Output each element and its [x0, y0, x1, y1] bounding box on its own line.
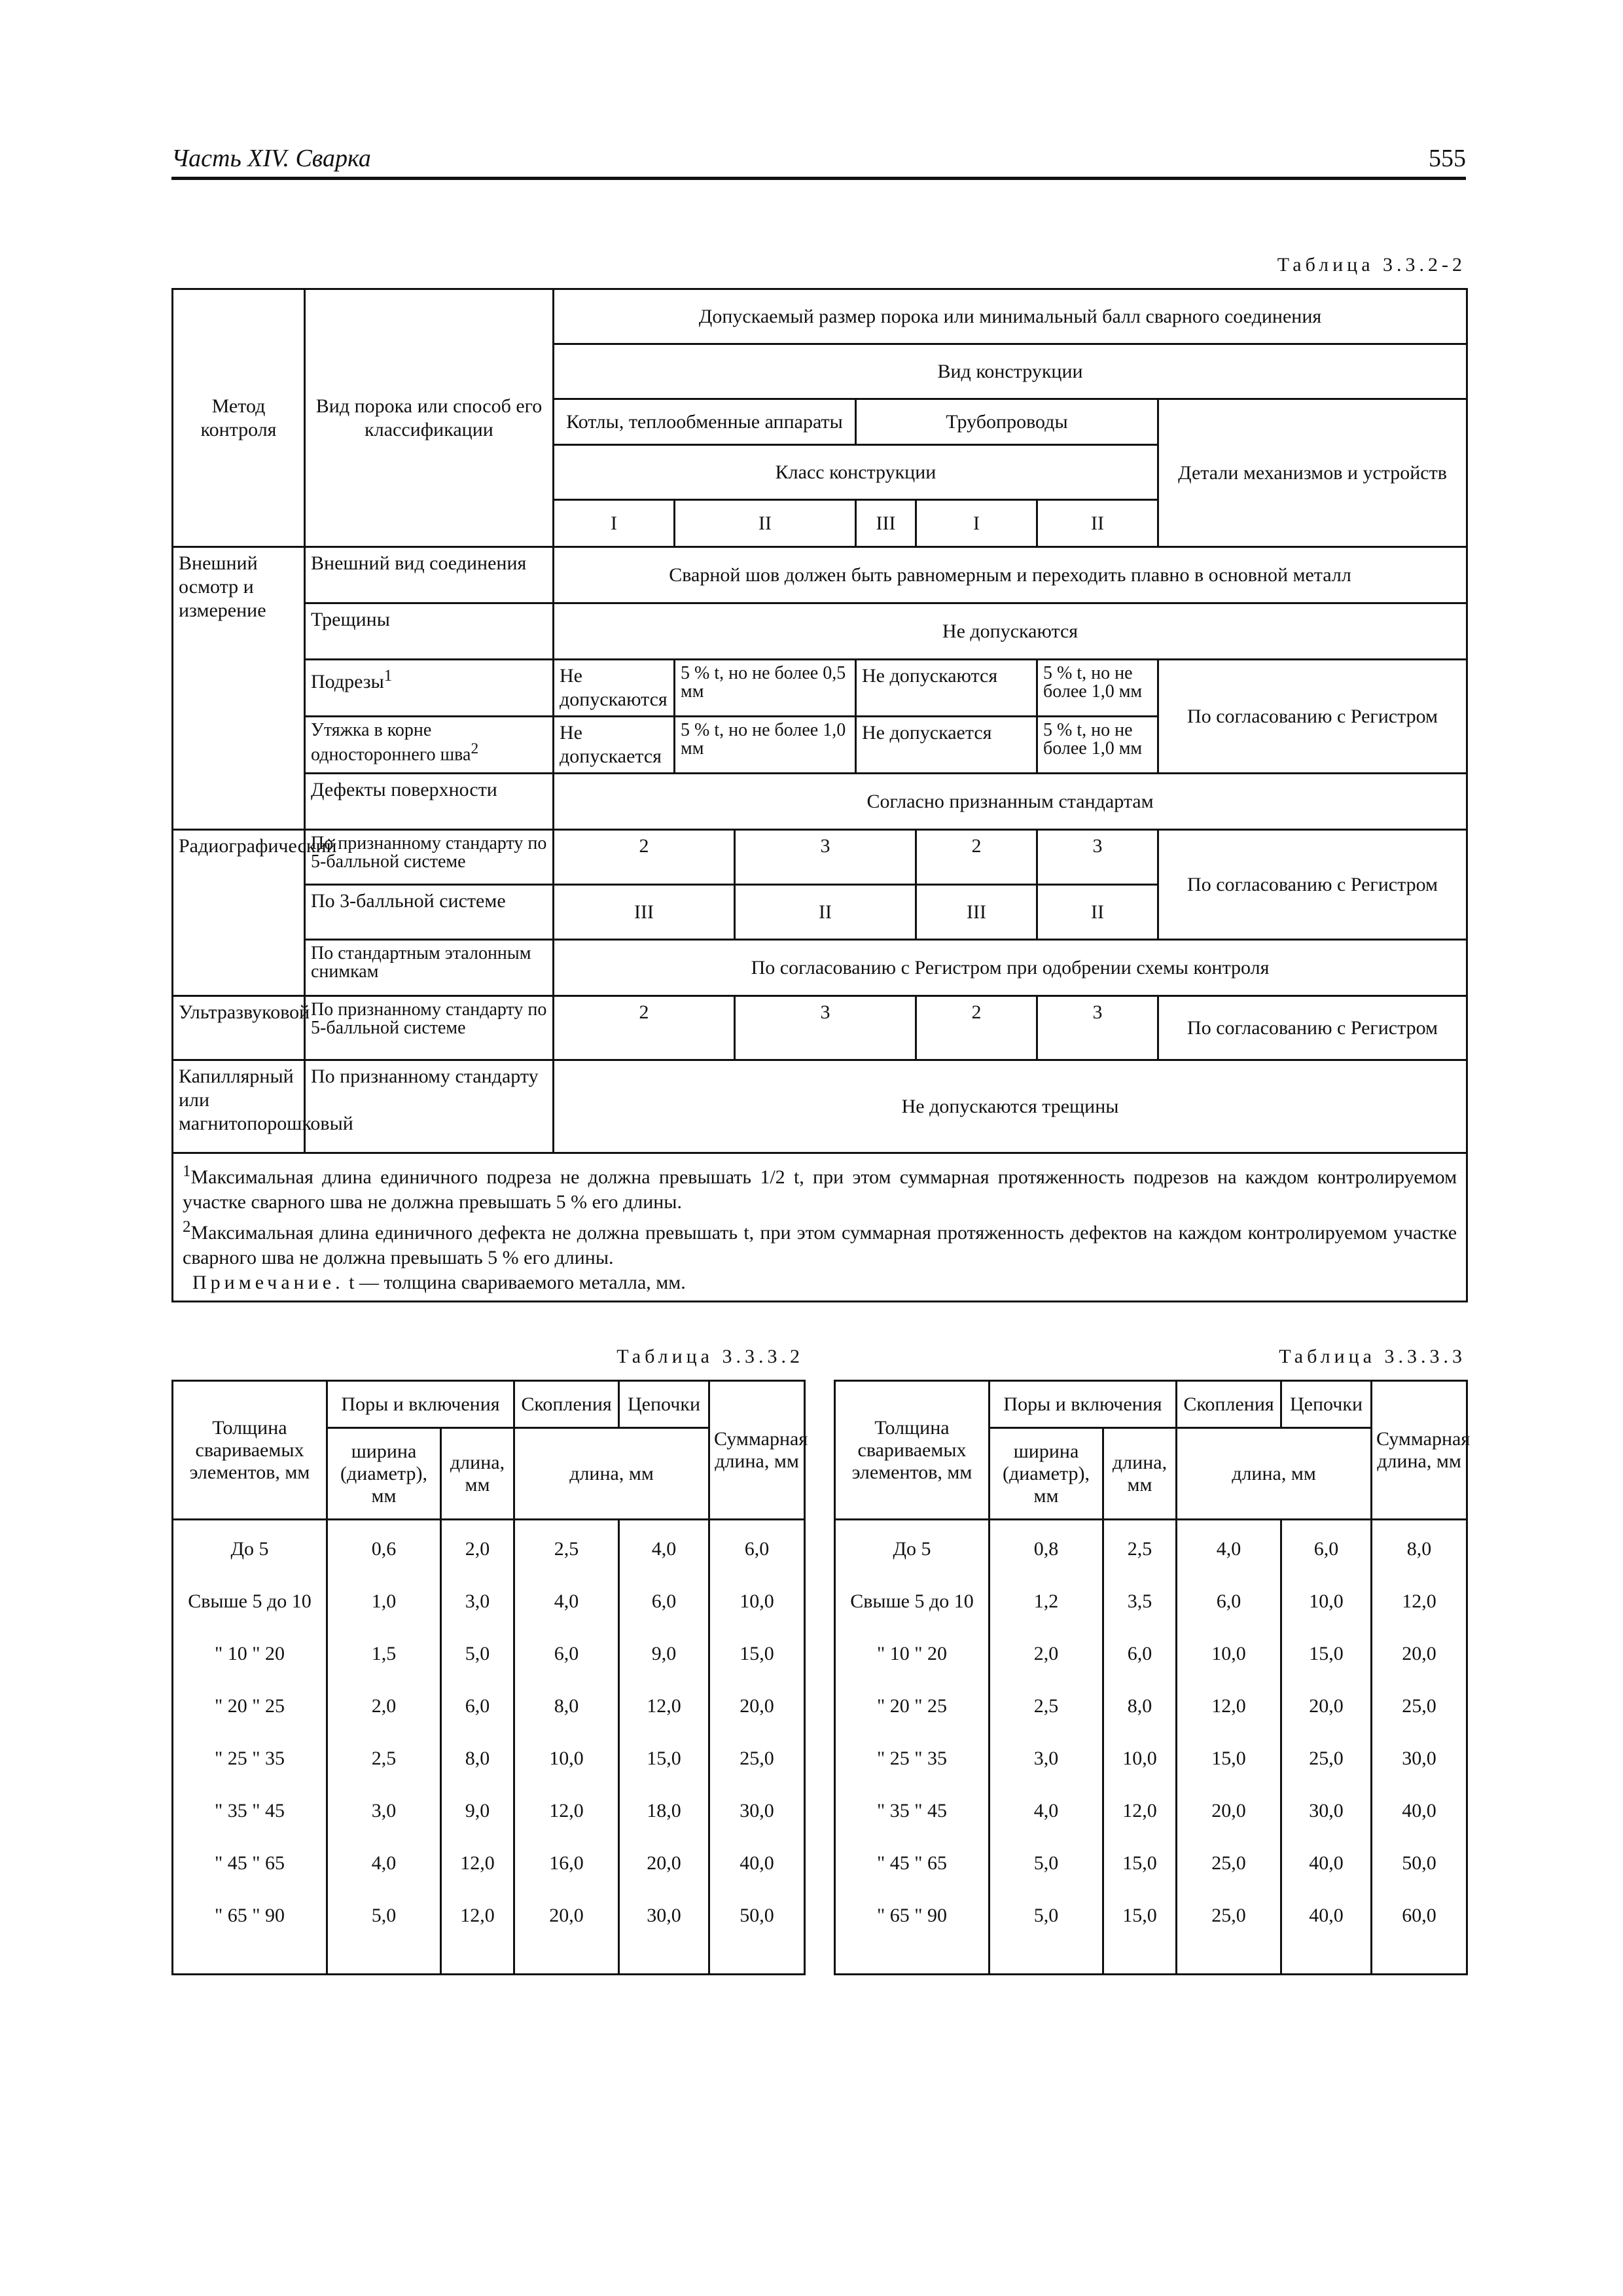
radio-3-value: II: [735, 885, 916, 940]
table-cell: 20,0: [1309, 1695, 1344, 1717]
class-cell: I: [554, 500, 675, 547]
table2-caption: Таблица 3.3.3.2: [616, 1346, 804, 1367]
table-cell: " 35 " 45: [215, 1800, 285, 1821]
undercut-value: Не допускаются: [856, 660, 1037, 717]
table-cell: 2,0: [465, 1538, 490, 1560]
table-cell: 20,0: [1211, 1800, 1246, 1821]
ultra-value: 2: [554, 996, 735, 1060]
table-cell: 10,0: [740, 1590, 774, 1612]
table3-caption: Таблица 3.3.3.3: [1279, 1346, 1466, 1367]
table-cell: 12,0: [1122, 1800, 1157, 1821]
t2-col-thickness: [173, 1520, 327, 1975]
t3-header-pores: Поры и включения: [990, 1381, 1177, 1428]
defect-radio-5: По признанному стандарту по 5-балльной системе: [305, 830, 554, 885]
t2-header-clusters: Скопления: [514, 1381, 619, 1428]
value-radio-ref: По согласованию с Регистром при одобрении схемы контроля: [554, 940, 1467, 996]
header-pipes: Трубопроводы: [856, 399, 1158, 445]
t3-col-total: [1372, 1520, 1467, 1975]
table-cell: 12,0: [1402, 1590, 1436, 1612]
table-cell: 9,0: [465, 1800, 490, 1821]
table-cell: 25,0: [1402, 1695, 1436, 1717]
table-cell: 20,0: [647, 1852, 681, 1874]
table-cell: 12,0: [1211, 1695, 1246, 1717]
table1: [171, 288, 1468, 1302]
table-cell: 6,0: [1127, 1643, 1152, 1664]
table-cell: 20,0: [549, 1905, 584, 1926]
section-title: Часть XIV. Сварка: [171, 145, 371, 172]
page-number: 555: [1429, 145, 1466, 172]
value-surface: Согласно признанным стандартам: [554, 774, 1467, 830]
t2-header-thickness: Толщина свариваемых элементов, мм: [173, 1381, 327, 1520]
table-cell: 30,0: [740, 1800, 774, 1821]
table-cell: 4,0: [1216, 1538, 1241, 1560]
table-cell: 15,0: [1211, 1748, 1246, 1769]
table-cell: 12,0: [647, 1695, 681, 1717]
value-appearance: Сварной шов должен быть равномерным и переходить плавно в основной металл: [554, 547, 1467, 603]
table-cell: 8,0: [465, 1748, 490, 1769]
method-visual: Внешний осмотр и измерение: [173, 547, 305, 830]
t3-header-length-shared: длина, мм: [1177, 1428, 1372, 1520]
table-cell: 50,0: [1402, 1852, 1436, 1874]
shrink-value: Не допускается: [856, 717, 1037, 774]
table-cell: " 65 " 90: [215, 1905, 285, 1926]
defect-undercuts: Подрезы$^1$: [305, 660, 554, 717]
t3-header-clusters: Скопления: [1177, 1381, 1281, 1428]
table-cell: 3,5: [1127, 1590, 1152, 1612]
t2-col-chains: [619, 1520, 709, 1975]
table-cell: 15,0: [1122, 1905, 1157, 1926]
table-cell: 40,0: [1309, 1905, 1344, 1926]
table-cell: 25,0: [740, 1748, 774, 1769]
table-cell: 18,0: [647, 1800, 681, 1821]
table-cell: " 20 " 25: [215, 1695, 285, 1717]
table-cell: 5,0: [465, 1643, 490, 1664]
table-cell: 3,0: [371, 1800, 397, 1821]
table-cell: 3,0: [465, 1590, 490, 1612]
table1-note: Примечание. t — толщина свариваемого металла, мм.: [192, 1272, 686, 1293]
table-cell: 0,6: [371, 1538, 397, 1560]
table-cell: 2,5: [1127, 1538, 1152, 1560]
t3-header-length: длина, мм: [1103, 1428, 1177, 1520]
value-capillary: Не допускаются трещины: [554, 1060, 1467, 1153]
table-cell: 8,0: [1127, 1695, 1152, 1717]
table-cell: 4,0: [651, 1538, 677, 1560]
defect-radio-3: По 3-балльной системе: [305, 885, 554, 940]
table-cell: Свыше 5 до 10: [188, 1590, 312, 1612]
header-construction-type: Вид конструкции: [554, 344, 1467, 399]
table-cell: 12,0: [460, 1905, 495, 1926]
t2-header-length-shared: длина, мм: [514, 1428, 709, 1520]
table-cell: " 10 " 20: [877, 1643, 947, 1664]
table-cell: 40,0: [1402, 1800, 1436, 1821]
footnote-1: $^1$Максимальная длина единичного подреза не должна превышать 1/2 t, при этом суммарная протяженность подрезов на каждом контролируемом участке сварного шва не должна превышать 5 % его длины.: [183, 1162, 1457, 1213]
table-cell: 0,8: [1033, 1538, 1059, 1560]
value-agree-register: По согласованию с Регистром: [1158, 830, 1467, 940]
table-cell: 8,0: [554, 1695, 579, 1717]
table-cell: 60,0: [1402, 1905, 1436, 1926]
table-cell: 10,0: [1309, 1590, 1344, 1612]
undercut-value: 5 % t, но не более 0,5 мм: [675, 660, 856, 717]
t2-header-pores: Поры и включения: [327, 1381, 514, 1428]
radio-3-value: III: [916, 885, 1037, 940]
defect-ultrasonic: По признанному стандарту по 5-балльной системе: [305, 996, 554, 1060]
defect-cracks: Трещины: [305, 603, 554, 660]
ultra-value: 3: [735, 996, 916, 1060]
defect-capillary: По признанному стандарту: [305, 1060, 554, 1153]
table-cell: 4,0: [371, 1852, 397, 1874]
defect-appearance: Внешний вид соединения: [305, 547, 554, 603]
table-cell: 25,0: [1211, 1852, 1246, 1874]
table-cell: 16,0: [549, 1852, 584, 1874]
undercut-value: Не допускаются: [554, 660, 675, 717]
table-cell: 2,0: [1033, 1643, 1059, 1664]
table3: [834, 1380, 1471, 1975]
table-cell: 15,0: [1309, 1643, 1344, 1664]
table-cell: 2,5: [1033, 1695, 1059, 1717]
table-cell: 12,0: [549, 1800, 584, 1821]
table-cell: 50,0: [740, 1905, 774, 1926]
header-parts: Детали механизмов и устройств: [1158, 399, 1467, 547]
table-cell: 4,0: [1033, 1800, 1059, 1821]
table-cell: 15,0: [1122, 1852, 1157, 1874]
t3-col-clusters: [1177, 1520, 1281, 1975]
method-capillary: Капиллярный или магнитопорошковый: [173, 1060, 305, 1153]
table-cell: 25,0: [1211, 1905, 1246, 1926]
table-cell: 40,0: [740, 1852, 774, 1874]
header-allowed: Допускаемый размер порока или минимальный балл сварного соединения: [554, 289, 1467, 344]
shrink-value: Не допускается: [554, 717, 675, 774]
radio-5-value: 3: [1037, 830, 1158, 885]
undercut-value: 5 % t, но не более 1,0 мм: [1037, 660, 1158, 717]
table-cell: 40,0: [1309, 1852, 1344, 1874]
header-defect: Вид порока или способ его классификации: [305, 289, 554, 547]
t3-header-width: ширина (диаметр), мм: [990, 1428, 1103, 1520]
table-cell: 1,0: [371, 1590, 397, 1612]
table-cell: Свыше 5 до 10: [850, 1590, 974, 1612]
value-agree-register: По согласованию с Регистром: [1158, 660, 1467, 774]
t2-col-clusters: [514, 1520, 619, 1975]
table-cell: 2,5: [371, 1748, 397, 1769]
value-cracks: Не допускаются: [554, 603, 1467, 660]
t2-header-chains: Цепочки: [619, 1381, 709, 1428]
page-header: [171, 143, 1466, 180]
defect-shrink: Утяжка в корне одностороннего шва$^2$: [305, 717, 554, 774]
radio-5-value: 2: [554, 830, 735, 885]
header-class: Класс конструкции: [554, 445, 1158, 500]
header-method: Метод контроля: [173, 289, 305, 547]
table-cell: 6,0: [1313, 1538, 1339, 1560]
table-cell: 6,0: [744, 1538, 770, 1560]
table-cell: 2,5: [554, 1538, 579, 1560]
table-cell: " 45 " 65: [877, 1852, 947, 1874]
table-cell: " 35 " 45: [877, 1800, 947, 1821]
table-cell: 5,0: [1033, 1905, 1059, 1926]
t3-header-thickness: Толщина свариваемых элементов, мм: [835, 1381, 990, 1520]
table-cell: 6,0: [651, 1590, 677, 1612]
radio-5-value: 3: [735, 830, 916, 885]
table-cell: " 25 " 35: [215, 1748, 285, 1769]
t2-header-width: ширина (диаметр), мм: [327, 1428, 441, 1520]
table-cell: 5,0: [371, 1905, 397, 1926]
class-cell: II: [675, 500, 856, 547]
t3-col-width: [990, 1520, 1103, 1975]
class-cell: III: [856, 500, 916, 547]
table-cell: 1,5: [371, 1643, 397, 1664]
t3-col-thickness: [835, 1520, 990, 1975]
table-cell: 20,0: [740, 1695, 774, 1717]
table-cell: 6,0: [465, 1695, 490, 1717]
radio-5-value: 2: [916, 830, 1037, 885]
value-agree-register: По согласованию с Регистром: [1158, 996, 1467, 1060]
t2-header-length: длина, мм: [441, 1428, 514, 1520]
table-cell: 4,0: [554, 1590, 579, 1612]
t2-col-total: [709, 1520, 805, 1975]
table-cell: " 20 " 25: [877, 1695, 947, 1717]
radio-3-value: II: [1037, 885, 1158, 940]
t2-col-width: [327, 1520, 441, 1975]
radio-3-value: III: [554, 885, 735, 940]
t3-header-total: Суммарная длина, мм: [1372, 1381, 1467, 1520]
table-cell: 6,0: [1216, 1590, 1241, 1612]
method-radio: Радиографический: [173, 830, 305, 996]
table-cell: " 10 " 20: [215, 1643, 285, 1664]
table-cell: 15,0: [647, 1748, 681, 1769]
defect-radio-ref: По стандартным эталонным снимкам: [305, 940, 554, 996]
table-cell: До 5: [893, 1538, 931, 1560]
class-cell: II: [1037, 500, 1158, 547]
table-cell: " 65 " 90: [877, 1905, 947, 1926]
table-cell: 30,0: [647, 1905, 681, 1926]
footnote-2: $^2$Максимальная длина единичного дефекта не должна превышать t, при этом суммарная протяженность дефектов на каждом контролируемом участке сварного шва не должна превышать 5 % его длины.: [183, 1218, 1457, 1268]
table-cell: " 25 " 35: [877, 1748, 947, 1769]
header-boilers: Котлы, теплообменные аппараты: [554, 399, 856, 445]
table-cell: 10,0: [1122, 1748, 1157, 1769]
ultra-value: 2: [916, 996, 1037, 1060]
table2: [171, 1380, 806, 1975]
table-cell: 9,0: [651, 1643, 677, 1664]
t3-col-chains: [1281, 1520, 1372, 1975]
table-cell: 12,0: [460, 1852, 495, 1874]
t3-col-length: [1103, 1520, 1177, 1975]
t2-header-total: Суммарная длина, мм: [709, 1381, 805, 1520]
table-cell: 2,0: [371, 1695, 397, 1717]
table-cell: 30,0: [1402, 1748, 1436, 1769]
table-cell: 3,0: [1033, 1748, 1059, 1769]
defect-surface: Дефекты поверхности: [305, 774, 554, 830]
ultra-value: 3: [1037, 996, 1158, 1060]
table-cell: 5,0: [1033, 1852, 1059, 1874]
table-cell: 10,0: [549, 1748, 584, 1769]
table-cell: 30,0: [1309, 1800, 1344, 1821]
t3-header-chains: Цепочки: [1281, 1381, 1372, 1428]
table-cell: 15,0: [740, 1643, 774, 1664]
table1-caption: Таблица 3.3.2-2: [1277, 254, 1466, 276]
table-cell: До 5: [230, 1538, 269, 1560]
shrink-value: 5 % t, но не более 1,0 мм: [1037, 717, 1158, 774]
table-cell: 25,0: [1309, 1748, 1344, 1769]
t2-col-length: [441, 1520, 514, 1975]
table-cell: 1,2: [1033, 1590, 1059, 1612]
table-cell: 6,0: [554, 1643, 579, 1664]
shrink-value: 5 % t, но не более 1,0 мм: [675, 717, 856, 774]
class-cell: I: [916, 500, 1037, 547]
table-cell: 8,0: [1406, 1538, 1432, 1560]
table-cell: " 45 " 65: [215, 1852, 285, 1874]
table-cell: 10,0: [1211, 1643, 1246, 1664]
table1-footnotes: [173, 1153, 1467, 1302]
method-ultrasonic: Ультразвуковой: [173, 996, 305, 1060]
table-cell: 20,0: [1402, 1643, 1436, 1664]
